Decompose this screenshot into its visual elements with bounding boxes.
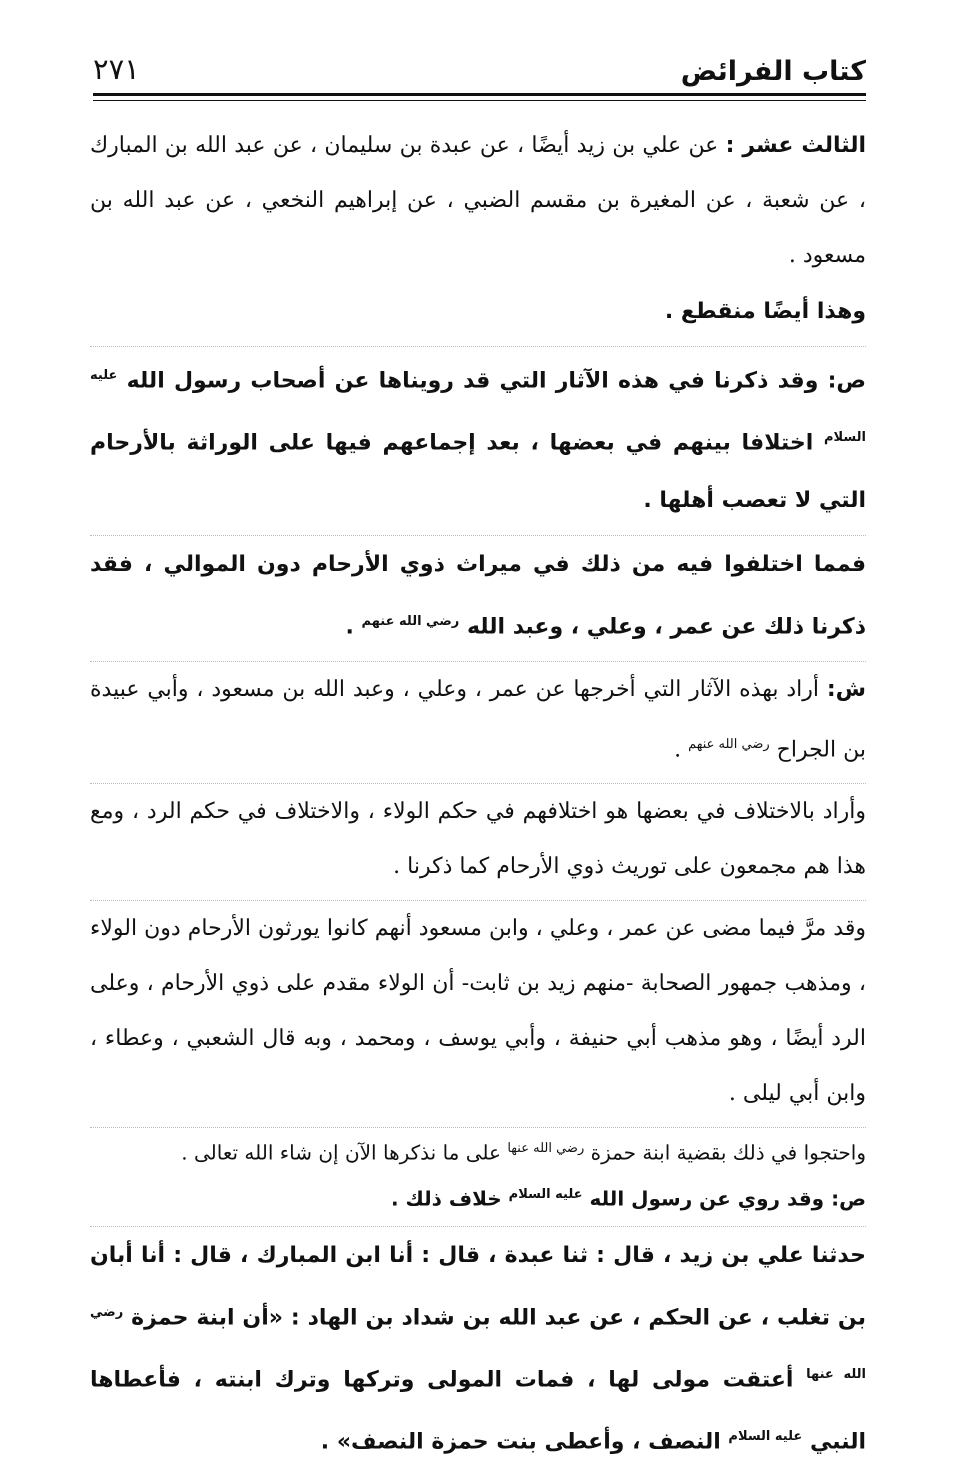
- honorific-mark: رضي الله عنها: [90, 1304, 866, 1382]
- honorific-mark: عليه السلام: [508, 1186, 583, 1202]
- honorific-mark: رضي الله عنهم: [361, 613, 460, 629]
- paragraph-text-after: خلاف ذلك .: [390, 1186, 502, 1211]
- page-number: ٢٧١: [93, 52, 140, 86]
- paragraph-text: وقد روي عن رسول الله: [589, 1186, 825, 1211]
- honorific-mark: عليه السلام: [728, 1429, 803, 1445]
- paragraph-3: [90, 347, 866, 529]
- header-rule-thin: [93, 100, 866, 101]
- paragraph-text: حدثنا علي بن زيد ، قال : ثنا عبدة ، قال : أنا ابن المبارك ، قال : أنا أبان بن تغلب ، عن الحكم ، عن عبد الله بن شداد بن الهاد : «أن ابنة حمزة: [90, 1242, 866, 1330]
- paragraph-1: [90, 118, 866, 283]
- page-body: [90, 118, 866, 1471]
- paragraph-text: عن علي بن زيد أيضًا ، عن عبدة بن سليمان ، عن عبد الله بن المبارك ، عن شعبة ، عن المغيرة بن مقسم الضبي ، عن إبراهيم النخعي ، عن عبد الله بن مسعود .: [90, 133, 866, 268]
- book-title: كتاب الفرائض: [680, 56, 866, 87]
- paragraph-lead: الثالث عشر :: [725, 133, 866, 158]
- paragraph-text: وقد مرَّ فيما مضى عن عمر ، وعلي ، وابن مسعود أنهم كانوا يورثون الأرحام دون الولاء ، ومذهب جمهور الصحابة -منهم زيد بن ثابت- أن الولاء مقدم على ذوي الأرحام ، وعلى الرد أيضًا ، وهو مذهب أبي حنيفة ، وأبي يوسف ، ومحمد ، وبه قال الشعبي ، وعطاء ، وابن أبي ليلى .: [90, 916, 866, 1107]
- paragraph-text-after: النصف ، وأعطى بنت حمزة النصف» .: [320, 1429, 721, 1455]
- honorific-mark: رضي الله عنهم: [688, 736, 770, 752]
- paragraph-text-after: على ما نذكرها الآن إن شاء الله تعالى .: [181, 1140, 501, 1165]
- page-header: [93, 52, 866, 90]
- paragraph-text-after: اختلافا بينهم في بعضها ، بعد إجماعهم فيها على الوراثة بالأرحام التي لا تعصب أهلها .: [90, 430, 866, 513]
- paragraph-10: [90, 1227, 866, 1471]
- paragraph-text: واحتجوا في ذلك بقضية ابنة حمزة: [590, 1140, 866, 1165]
- paragraph-lead: ص:: [831, 1186, 866, 1211]
- paragraph-text: وهذا أيضًا منقطع .: [664, 299, 866, 324]
- header-rule-thick: [93, 93, 866, 96]
- paragraph-7: [90, 901, 866, 1121]
- paragraph-text: أراد بهذه الآثار التي أخرجها عن عمر ، وعلي ، وعبد الله بن مسعود ، وأبي عبيدة بن الجراح: [90, 676, 866, 763]
- paragraph-text: وأراد بالاختلاف في بعضها هو اختلافهم في حكم الولاء ، والاختلاف في حكم الرد ، ومع هذا هم مجمعون على توريث ذوي الأرحام كما ذكرنا .: [90, 799, 866, 880]
- honorific-mark: رضي الله عنها: [507, 1141, 585, 1157]
- paragraph-4: [90, 536, 866, 655]
- paragraph-6: [90, 784, 866, 894]
- paragraph-text-after: أعتقت مولى لها ، فمات المولى وتركها وترك ابنته ، فأعطاها النبي: [90, 1367, 866, 1455]
- paragraph-2: [90, 283, 866, 340]
- paragraph-lead: ش:: [826, 676, 866, 702]
- paragraph-5: [90, 662, 866, 777]
- paragraph-text-after: .: [345, 613, 354, 639]
- paragraph-9: [90, 1174, 866, 1220]
- paragraph-lead: ص:: [827, 368, 866, 394]
- honorific-mark: عليه السلام: [90, 368, 866, 446]
- paragraph-text: فمما اختلفوا فيه من ذلك في ميراث ذوي الأرحام دون الموالي ، فقد ذكرنا ذلك عن عمر ، وعلي ، وعبد الله: [90, 551, 866, 639]
- paragraph-8: [90, 1128, 866, 1174]
- paragraph-text: وقد ذكرنا في هذه الآثار التي قد رويناها عن أصحاب رسول الله: [126, 368, 819, 394]
- paragraph-text-after: .: [674, 737, 682, 763]
